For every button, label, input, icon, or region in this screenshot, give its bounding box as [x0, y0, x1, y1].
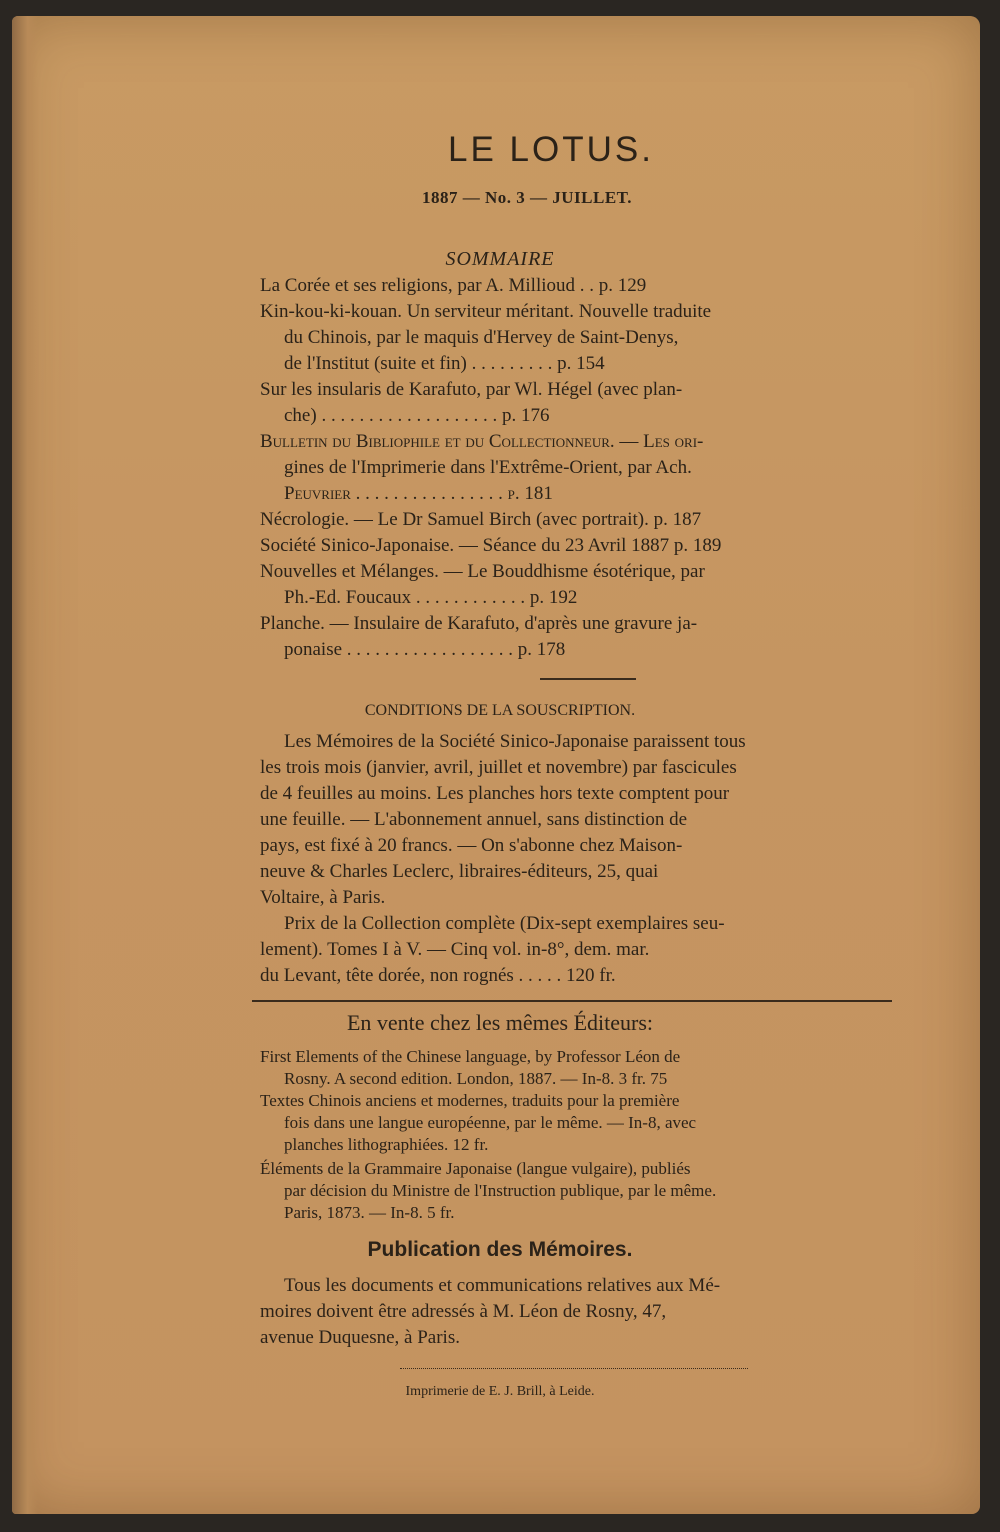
conditions-heading: CONDITIONS DE LA SOUSCRIPTION.	[364, 702, 636, 719]
sommaire-line: Bulletin du Bibliophile et du Collectionneur. — Les ori-	[260, 431, 704, 452]
conditions-line: du Levant, tête dorée, non rognés . . . . . 120 fr.	[260, 965, 616, 986]
publication-line: moires doivent être adressés à M. Léon de Rosny, 47,	[260, 1301, 667, 1322]
sommaire-line: La Corée et ses religions, par A. Millioud . . p. 129	[260, 275, 647, 296]
publication-line: Tous les documents et communications relatives aux Mé-	[284, 1275, 721, 1296]
conditions-line: les trois mois (janvier, avril, juillet et novembre) par fascicules	[260, 757, 737, 778]
sommaire-line: Planche. — Insulaire de Karafuto, d'après une gravure ja-	[260, 613, 698, 634]
dotted-divider	[400, 1368, 748, 1370]
sommaire-line: Kin-kou-ki-kouan. Un serviteur méritant. Nouvelle traduite	[260, 301, 712, 322]
issue-line: 1887 — No. 3 — JUILLET.	[422, 188, 633, 207]
conditions-line: de 4 feuilles au moins. Les planches hors texte comptent pour	[260, 783, 730, 804]
publication-line: avenue Duquesne, à Paris.	[260, 1327, 460, 1348]
vente-line: planches lithographiées. 12 fr.	[284, 1135, 489, 1154]
conditions-line: lement). Tomes I à V. — Cinq vol. in-8°, dem. mar.	[260, 939, 650, 960]
conditions-line: Les Mémoires de la Société Sinico-Japonaise paraissent tous	[284, 731, 746, 752]
conditions-line: Voltaire, à Paris.	[260, 887, 386, 908]
divider	[540, 678, 636, 680]
vente-line: Éléments de la Grammaire Japonaise (langue vulgaire), publiés	[260, 1159, 691, 1178]
publication-heading: Publication des Mémoires.	[367, 1238, 633, 1261]
sommaire-line: Peuvrier . . . . . . . . . . . . . . . . p. 181	[284, 483, 553, 504]
conditions-line: Prix de la Collection complète (Dix-sept exemplaires seu-	[284, 913, 725, 934]
sommaire-heading: SOMMAIRE	[445, 248, 555, 270]
conditions-line: neuve & Charles Leclerc, libraires-éditeurs, 25, quai	[260, 861, 659, 882]
vente-line: First Elements of the Chinese language, by Professor Léon de	[260, 1047, 681, 1066]
sommaire-line: du Chinois, par le maquis d'Hervey de Saint-Denys,	[284, 327, 679, 348]
vente-line: Textes Chinois anciens et modernes, traduits pour la première	[260, 1091, 680, 1110]
sommaire-line: gines de l'Imprimerie dans l'Extrême-Orient, par Ach.	[284, 457, 692, 478]
conditions-line: une feuille. — L'abonnement annuel, sans distinction de	[260, 809, 688, 830]
imprint: Imprimerie de E. J. Brill, à Leide.	[405, 1384, 595, 1399]
sommaire-line: Ph.-Ed. Foucaux . . . . . . . . . . . . p. 192	[284, 587, 578, 608]
vente-line: par décision du Ministre de l'Instruction publique, par le même.	[284, 1181, 717, 1200]
journal-title: LE LOTUS.	[448, 130, 654, 169]
sommaire-line: ponaise . . . . . . . . . . . . . . . . . . p. 178	[284, 639, 566, 660]
sommaire-line: Société Sinico-Japonaise. — Séance du 23 Avril 1887 p. 189	[260, 535, 722, 556]
conditions-line: pays, est fixé à 20 francs. — On s'abonne chez Maison-	[260, 835, 683, 856]
sommaire-line: Nouvelles et Mélanges. — Le Bouddhisme ésotérique, par	[260, 561, 705, 582]
book-cover-page	[12, 16, 980, 1514]
sommaire-line: Nécrologie. — Le Dr Samuel Birch (avec portrait). p. 187	[260, 509, 702, 530]
vente-heading: En vente chez les mêmes Éditeurs:	[346, 1010, 654, 1035]
divider	[252, 1000, 892, 1002]
sommaire-line: che) . . . . . . . . . . . . . . . . . . . p. 176	[284, 405, 550, 426]
vente-line: Paris, 1873. — In-8. 5 fr.	[284, 1203, 455, 1222]
vente-line: fois dans une langue européenne, par le même. — In-8, avec	[284, 1113, 697, 1132]
sommaire-line: Sur les insularis de Karafuto, par Wl. Hégel (avec plan-	[260, 379, 683, 400]
sommaire-line: de l'Institut (suite et fin) . . . . . . . . . p. 154	[284, 353, 605, 374]
vente-line: Rosny. A second edition. London, 1887. — In-8. 3 fr. 75	[284, 1069, 668, 1088]
